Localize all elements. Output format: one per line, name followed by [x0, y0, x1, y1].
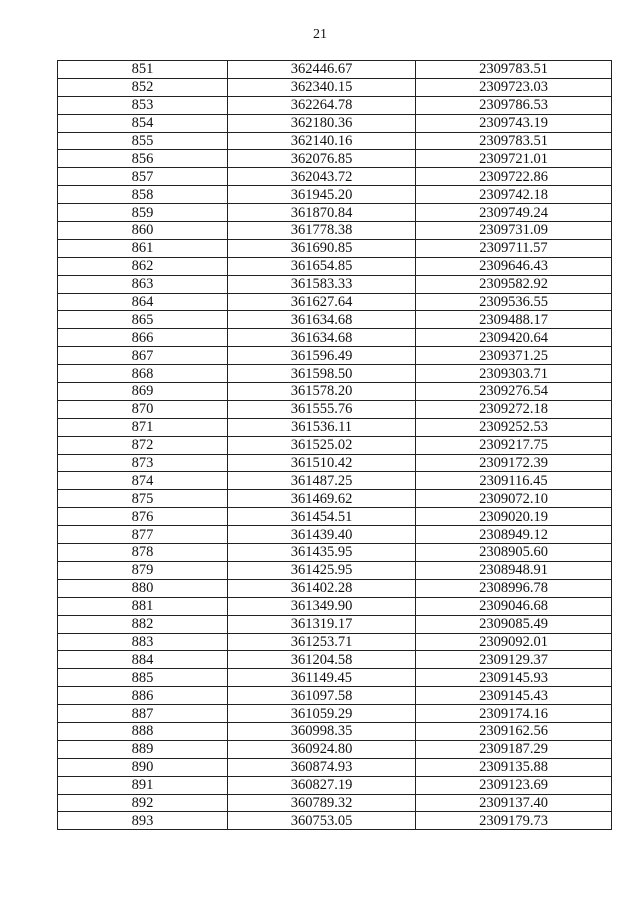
- table-row: [58, 257, 612, 275]
- y-coordinate-cell: 2309722.86: [416, 168, 612, 186]
- table-row: [58, 418, 612, 436]
- point-number-cell: 889: [58, 740, 228, 758]
- y-coordinate-cell: 2309536.55: [416, 293, 612, 311]
- x-coordinate-cell: 361555.76: [228, 400, 416, 418]
- y-coordinate-cell: 2309303.71: [416, 365, 612, 383]
- x-coordinate-cell: 362446.67: [228, 61, 416, 79]
- page-number: 21: [313, 27, 327, 42]
- table-row: [58, 204, 612, 222]
- point-number-cell: 887: [58, 705, 228, 723]
- point-number-cell: 893: [58, 812, 228, 830]
- point-number-cell: 891: [58, 776, 228, 794]
- x-coordinate-cell: 361454.51: [228, 508, 416, 526]
- y-coordinate-cell: 2309145.43: [416, 687, 612, 705]
- table-row: [58, 365, 612, 383]
- table-row: [58, 812, 612, 830]
- point-number-cell: 859: [58, 204, 228, 222]
- y-coordinate-cell: 2309137.40: [416, 794, 612, 812]
- table-row: [58, 794, 612, 812]
- x-coordinate-cell: 361059.29: [228, 705, 416, 723]
- x-coordinate-cell: 362264.78: [228, 96, 416, 114]
- x-coordinate-cell: 361690.85: [228, 239, 416, 257]
- point-number-cell: 871: [58, 418, 228, 436]
- point-number-cell: 883: [58, 633, 228, 651]
- point-number-cell: 851: [58, 61, 228, 79]
- point-number-cell: 869: [58, 383, 228, 401]
- point-number-cell: 854: [58, 114, 228, 132]
- y-coordinate-cell: 2309179.73: [416, 812, 612, 830]
- x-coordinate-cell: 361870.84: [228, 204, 416, 222]
- table-row: [58, 544, 612, 562]
- y-coordinate-cell: 2309145.93: [416, 669, 612, 687]
- table-row: [58, 311, 612, 329]
- x-coordinate-cell: 362076.85: [228, 150, 416, 168]
- x-coordinate-cell: 361425.95: [228, 561, 416, 579]
- x-coordinate-cell: 362340.15: [228, 78, 416, 96]
- point-number-cell: 868: [58, 365, 228, 383]
- y-coordinate-cell: 2309743.19: [416, 114, 612, 132]
- x-coordinate-cell: 361627.64: [228, 293, 416, 311]
- point-number-cell: 856: [58, 150, 228, 168]
- x-coordinate-cell: 361097.58: [228, 687, 416, 705]
- y-coordinate-cell: 2309272.18: [416, 400, 612, 418]
- point-number-cell: 888: [58, 722, 228, 740]
- table-row: [58, 633, 612, 651]
- table-row: [58, 758, 612, 776]
- y-coordinate-cell: 2309276.54: [416, 383, 612, 401]
- y-coordinate-cell: 2309187.29: [416, 740, 612, 758]
- x-coordinate-cell: 362140.16: [228, 132, 416, 150]
- y-coordinate-cell: 2309046.68: [416, 597, 612, 615]
- y-coordinate-cell: 2308996.78: [416, 579, 612, 597]
- table-row: [58, 61, 612, 79]
- table-row: [58, 615, 612, 633]
- y-coordinate-cell: 2309420.64: [416, 329, 612, 347]
- table-row: [58, 96, 612, 114]
- x-coordinate-cell: 361525.02: [228, 436, 416, 454]
- point-number-cell: 867: [58, 347, 228, 365]
- x-coordinate-cell: 361149.45: [228, 669, 416, 687]
- table-row: [58, 347, 612, 365]
- point-number-cell: 866: [58, 329, 228, 347]
- table-row: [58, 132, 612, 150]
- point-number-cell: 882: [58, 615, 228, 633]
- table-row: [58, 168, 612, 186]
- x-coordinate-cell: 360827.19: [228, 776, 416, 794]
- y-coordinate-cell: 2309020.19: [416, 508, 612, 526]
- table-row: [58, 472, 612, 490]
- table-row: [58, 436, 612, 454]
- y-coordinate-cell: 2309749.24: [416, 204, 612, 222]
- x-coordinate-cell: 360753.05: [228, 812, 416, 830]
- table-row: [58, 490, 612, 508]
- x-coordinate-cell: 361435.95: [228, 544, 416, 562]
- coordinates-table-body: [58, 61, 612, 830]
- x-coordinate-cell: 360924.80: [228, 740, 416, 758]
- table-row: [58, 579, 612, 597]
- x-coordinate-cell: 361654.85: [228, 257, 416, 275]
- point-number-cell: 876: [58, 508, 228, 526]
- x-coordinate-cell: 361778.38: [228, 222, 416, 240]
- y-coordinate-cell: 2309723.03: [416, 78, 612, 96]
- y-coordinate-cell: 2309217.75: [416, 436, 612, 454]
- table-row: [58, 526, 612, 544]
- y-coordinate-cell: 2309711.57: [416, 239, 612, 257]
- x-coordinate-cell: 360998.35: [228, 722, 416, 740]
- x-coordinate-cell: 361596.49: [228, 347, 416, 365]
- point-number-cell: 853: [58, 96, 228, 114]
- y-coordinate-cell: 2308905.60: [416, 544, 612, 562]
- x-coordinate-cell: 361469.62: [228, 490, 416, 508]
- table-row: [58, 687, 612, 705]
- x-coordinate-cell: 361578.20: [228, 383, 416, 401]
- point-number-cell: 862: [58, 257, 228, 275]
- y-coordinate-cell: 2309085.49: [416, 615, 612, 633]
- x-coordinate-cell: 361349.90: [228, 597, 416, 615]
- table-row: [58, 275, 612, 293]
- y-coordinate-cell: 2309783.51: [416, 132, 612, 150]
- x-coordinate-cell: 361402.28: [228, 579, 416, 597]
- y-coordinate-cell: 2309172.39: [416, 454, 612, 472]
- point-number-cell: 855: [58, 132, 228, 150]
- point-number-cell: 878: [58, 544, 228, 562]
- y-coordinate-cell: 2309783.51: [416, 61, 612, 79]
- table-row: [58, 150, 612, 168]
- point-number-cell: 881: [58, 597, 228, 615]
- y-coordinate-cell: 2309116.45: [416, 472, 612, 490]
- y-coordinate-cell: 2309162.56: [416, 722, 612, 740]
- y-coordinate-cell: 2309742.18: [416, 186, 612, 204]
- table-row: [58, 705, 612, 723]
- table-row: [58, 293, 612, 311]
- point-number-cell: 861: [58, 239, 228, 257]
- point-number-cell: 892: [58, 794, 228, 812]
- table-row: [58, 597, 612, 615]
- point-number-cell: 877: [58, 526, 228, 544]
- table-row: [58, 669, 612, 687]
- table-row: [58, 186, 612, 204]
- y-coordinate-cell: 2309488.17: [416, 311, 612, 329]
- x-coordinate-cell: 361439.40: [228, 526, 416, 544]
- point-number-cell: 874: [58, 472, 228, 490]
- x-coordinate-cell: 361487.25: [228, 472, 416, 490]
- point-number-cell: 884: [58, 651, 228, 669]
- table-row: [58, 651, 612, 669]
- table-row: [58, 776, 612, 794]
- point-number-cell: 872: [58, 436, 228, 454]
- point-number-cell: 879: [58, 561, 228, 579]
- table-row: [58, 329, 612, 347]
- y-coordinate-cell: 2309092.01: [416, 633, 612, 651]
- y-coordinate-cell: 2309123.69: [416, 776, 612, 794]
- x-coordinate-cell: 362043.72: [228, 168, 416, 186]
- point-number-cell: 864: [58, 293, 228, 311]
- point-number-cell: 875: [58, 490, 228, 508]
- x-coordinate-cell: 361634.68: [228, 329, 416, 347]
- point-number-cell: 870: [58, 400, 228, 418]
- point-number-cell: 890: [58, 758, 228, 776]
- x-coordinate-cell: 360874.93: [228, 758, 416, 776]
- table-row: [58, 222, 612, 240]
- y-coordinate-cell: 2308948.91: [416, 561, 612, 579]
- y-coordinate-cell: 2309072.10: [416, 490, 612, 508]
- y-coordinate-cell: 2309582.92: [416, 275, 612, 293]
- x-coordinate-cell: 361319.17: [228, 615, 416, 633]
- y-coordinate-cell: 2309731.09: [416, 222, 612, 240]
- x-coordinate-cell: 361583.33: [228, 275, 416, 293]
- y-coordinate-cell: 2309252.53: [416, 418, 612, 436]
- table-row: [58, 114, 612, 132]
- point-number-cell: 858: [58, 186, 228, 204]
- table-row: [58, 400, 612, 418]
- x-coordinate-cell: 361536.11: [228, 418, 416, 436]
- y-coordinate-cell: 2309129.37: [416, 651, 612, 669]
- point-number-cell: 886: [58, 687, 228, 705]
- y-coordinate-cell: 2309135.88: [416, 758, 612, 776]
- x-coordinate-cell: 361204.58: [228, 651, 416, 669]
- table-row: [58, 78, 612, 96]
- table-row: [58, 722, 612, 740]
- x-coordinate-cell: 361634.68: [228, 311, 416, 329]
- y-coordinate-cell: 2308949.12: [416, 526, 612, 544]
- point-number-cell: 852: [58, 78, 228, 96]
- point-number-cell: 857: [58, 168, 228, 186]
- y-coordinate-cell: 2309174.16: [416, 705, 612, 723]
- point-number-cell: 885: [58, 669, 228, 687]
- point-number-cell: 873: [58, 454, 228, 472]
- point-number-cell: 880: [58, 579, 228, 597]
- y-coordinate-cell: 2309786.53: [416, 96, 612, 114]
- point-number-cell: 860: [58, 222, 228, 240]
- x-coordinate-cell: 361253.71: [228, 633, 416, 651]
- point-number-cell: 865: [58, 311, 228, 329]
- x-coordinate-cell: 361945.20: [228, 186, 416, 204]
- y-coordinate-cell: 2309371.25: [416, 347, 612, 365]
- y-coordinate-cell: 2309646.43: [416, 257, 612, 275]
- x-coordinate-cell: 361598.50: [228, 365, 416, 383]
- coordinates-table: [57, 60, 612, 830]
- table-row: [58, 740, 612, 758]
- x-coordinate-cell: 361510.42: [228, 454, 416, 472]
- table-row: [58, 454, 612, 472]
- y-coordinate-cell: 2309721.01: [416, 150, 612, 168]
- table-row: [58, 561, 612, 579]
- x-coordinate-cell: 360789.32: [228, 794, 416, 812]
- table-row: [58, 383, 612, 401]
- x-coordinate-cell: 362180.36: [228, 114, 416, 132]
- table-row: [58, 508, 612, 526]
- table-row: [58, 239, 612, 257]
- point-number-cell: 863: [58, 275, 228, 293]
